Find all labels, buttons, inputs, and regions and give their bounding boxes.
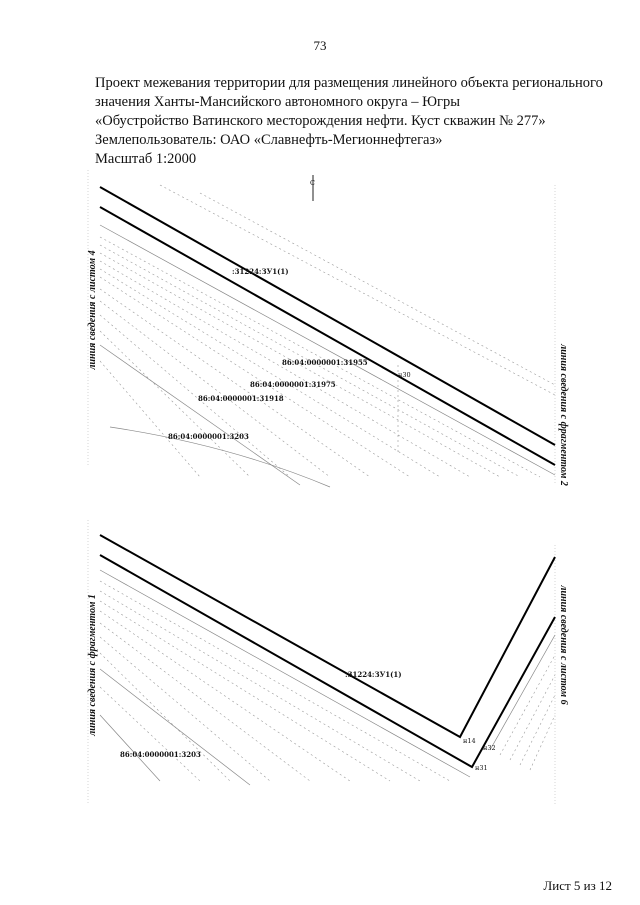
header-line-4: Землепользователь: ОАО «Славнефть-Мегионнефтегаз» [95,132,443,148]
parcel-label: :31224:ЗУ1(1) [345,670,402,679]
point-label-14: н14 [463,737,476,745]
parcel-boundary-lower [100,555,555,767]
header-line-5: Масштаб 1:2000 [95,151,197,167]
north-label: С [310,179,315,187]
document-header [95,74,615,169]
page-number: 73 [313,38,327,53]
cadastral-label-31955: 86:04:0000001:31955 [282,358,368,367]
parcel-boundary-lower [100,207,555,465]
map-fragment-2-drawing [0,515,640,815]
map-fragment-1 [0,165,640,495]
side-label-left: линия сведения с фрагментом 1 [87,594,98,736]
header-line-2: значения Ханты-Мансийского автономного округа – Югры [95,94,460,110]
sheet-counter: Лист 5 из 12 [543,878,612,893]
parcel-boundary-upper [100,535,555,737]
cadastral-label-31975: 86:04:0000001:31975 [250,380,336,389]
point-label-32: н32 [483,744,496,752]
parcel-boundary-upper [100,187,555,445]
parcel-label: :31224:ЗУ1(1) [232,267,289,276]
cadastral-label-3203: 86:04:0000001:3203 [120,750,201,759]
side-label-right: линия сведения с листом 6 [558,585,569,705]
header-line-1: Проект межевания территории для размещения линейного объекта регионального [95,75,603,91]
side-label-left: линия сведения с листом 4 [87,250,98,370]
point-label-31: н31 [475,764,488,772]
side-label-right: линия сведения с фрагментом 2 [558,344,569,486]
header-line-3: «Обустройство Ватинского месторождения нефти. Куст скважин № 277» [95,113,546,129]
point-label-30: н30 [398,371,411,379]
map-fragment-1-drawing [0,165,640,495]
cadastral-label-3203: 86:04:0000001:3203 [168,432,249,441]
cadastral-label-31918: 86:04:0000001:31918 [198,394,284,403]
map-fragment-2 [0,515,640,815]
